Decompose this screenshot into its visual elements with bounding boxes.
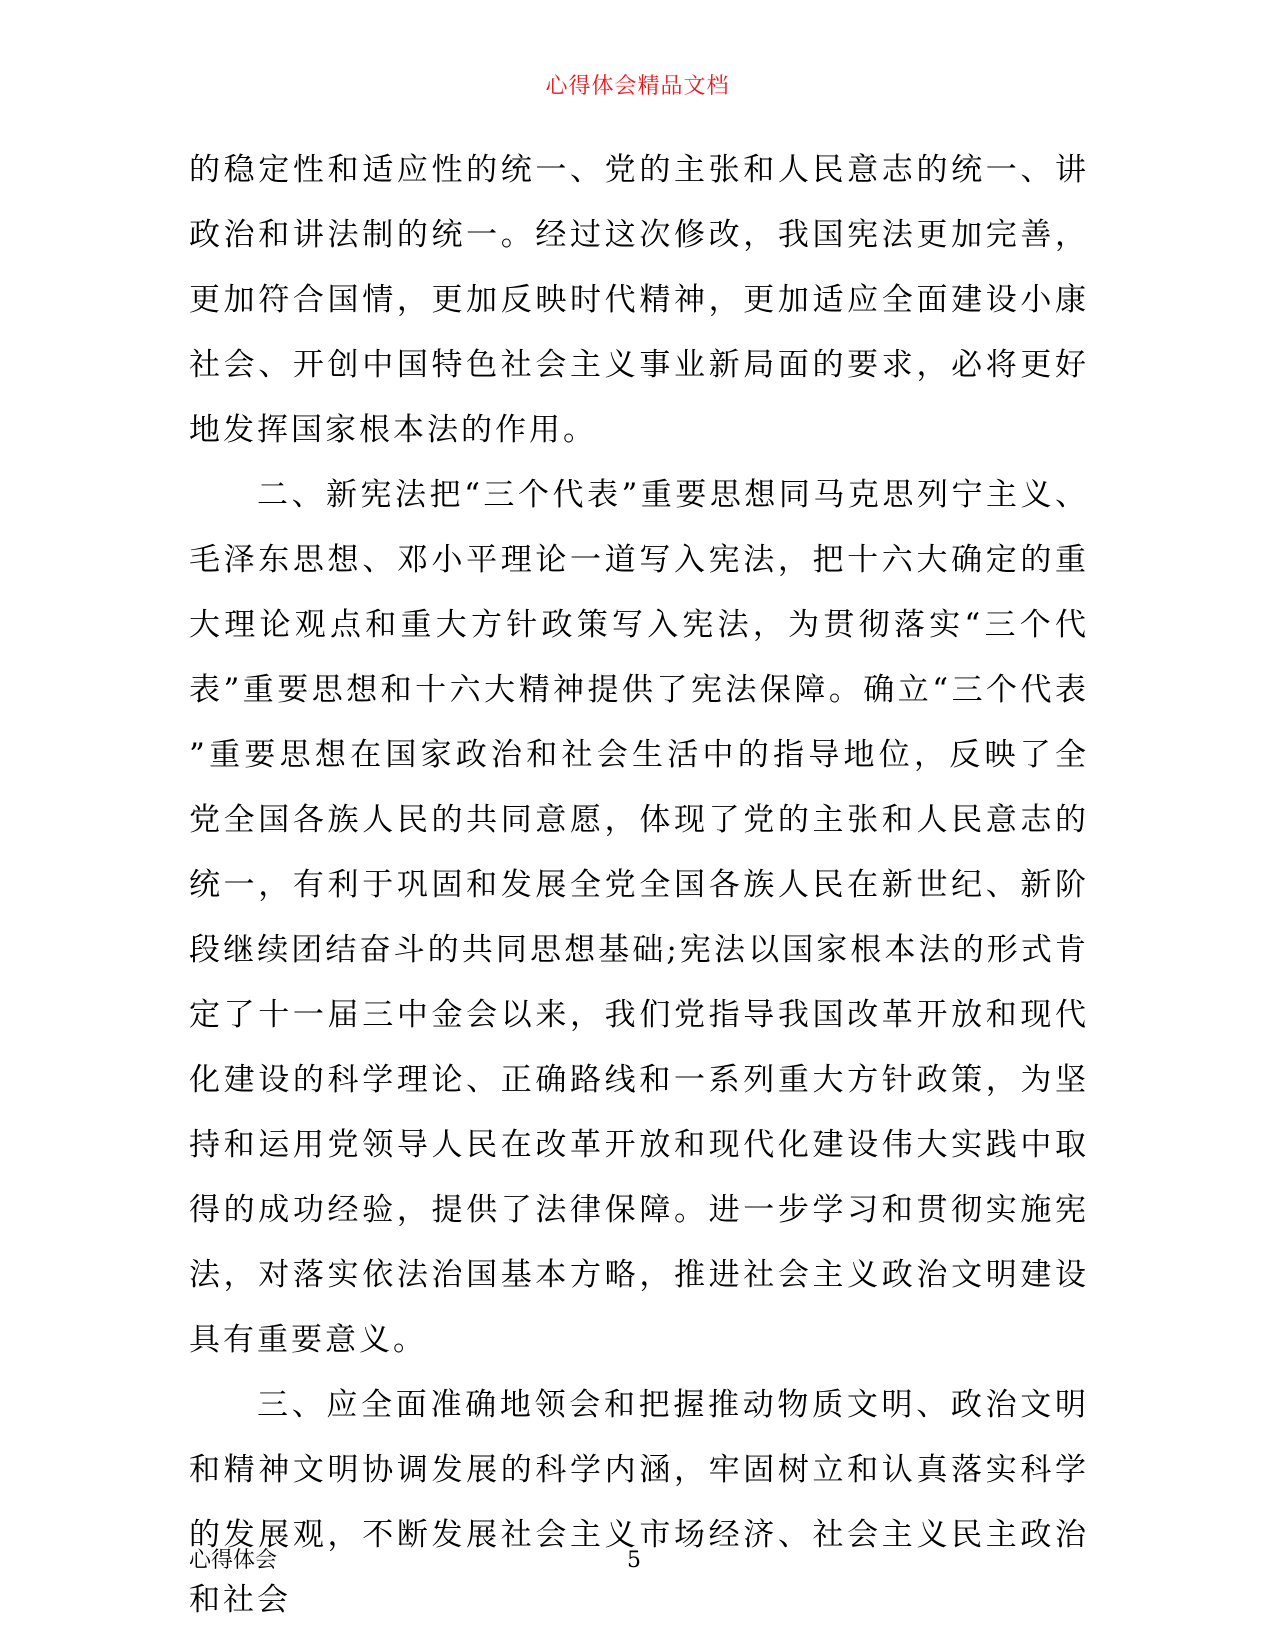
page-footer <box>0 1546 1275 1576</box>
paragraph-continuation: 的稳定性和适应性的统一、党的主张和人民意志的统一、讲政治和讲法制的统一。经过这次修改，我国宪法更加完善，更加符合国情，更加反映时代精神，更加适应全面建设小康社会、开创中国特色社会主义事业新局面的要求，必将更好地发挥国家根本法的作用。 <box>189 152 1089 448</box>
document-body <box>189 138 1089 1633</box>
footer-label: 心得体会 <box>189 1548 278 1573</box>
paragraph-section-three: 三、应全面准确地领会和把握推动物质文明、政治文明和精神文明协调发展的科学内涵，牢固树立和认真落实科学的发展观，不断发展社会主义市场经济、社会主义民主政治和社会 <box>189 1387 1089 1618</box>
page-number: 5 <box>627 1548 641 1573</box>
paragraph-section-two: 二、新宪法把“三个代表”重要思想同马克思列宁主义、毛泽东思想、邓小平理论一道写入宪法，把十六大确定的重大理论观点和重大方针政策写入宪法，为贯彻落实“三个代表”重要思想和十六大精神提供了宪法保障。确立“三个代表”重要思想在国家政治和社会生活中的指导地位，反映了全党全国各族人民的共同意愿，体现了党的主张和人民意志的统一，有利于巩固和发展全党全国各族人民在新世纪、新阶段继续团结奋斗的共同思想基础;宪法以国家根本法的形式肯定了十一届三中金会以来，我们党指导我国改革开放和现代化建设的科学理论、正确路线和一系列重大方针政策，为坚持和运用党领导人民在改革开放和现代化建设伟大实践中取得的成功经验，提供了法律保障。进一步学习和贯彻实施宪法，对落实依法治国基本方略，推进社会主义政治文明建设具有重要意义。 <box>189 477 1089 1358</box>
page-header-title: 心得体会精品文档 <box>545 74 730 99</box>
